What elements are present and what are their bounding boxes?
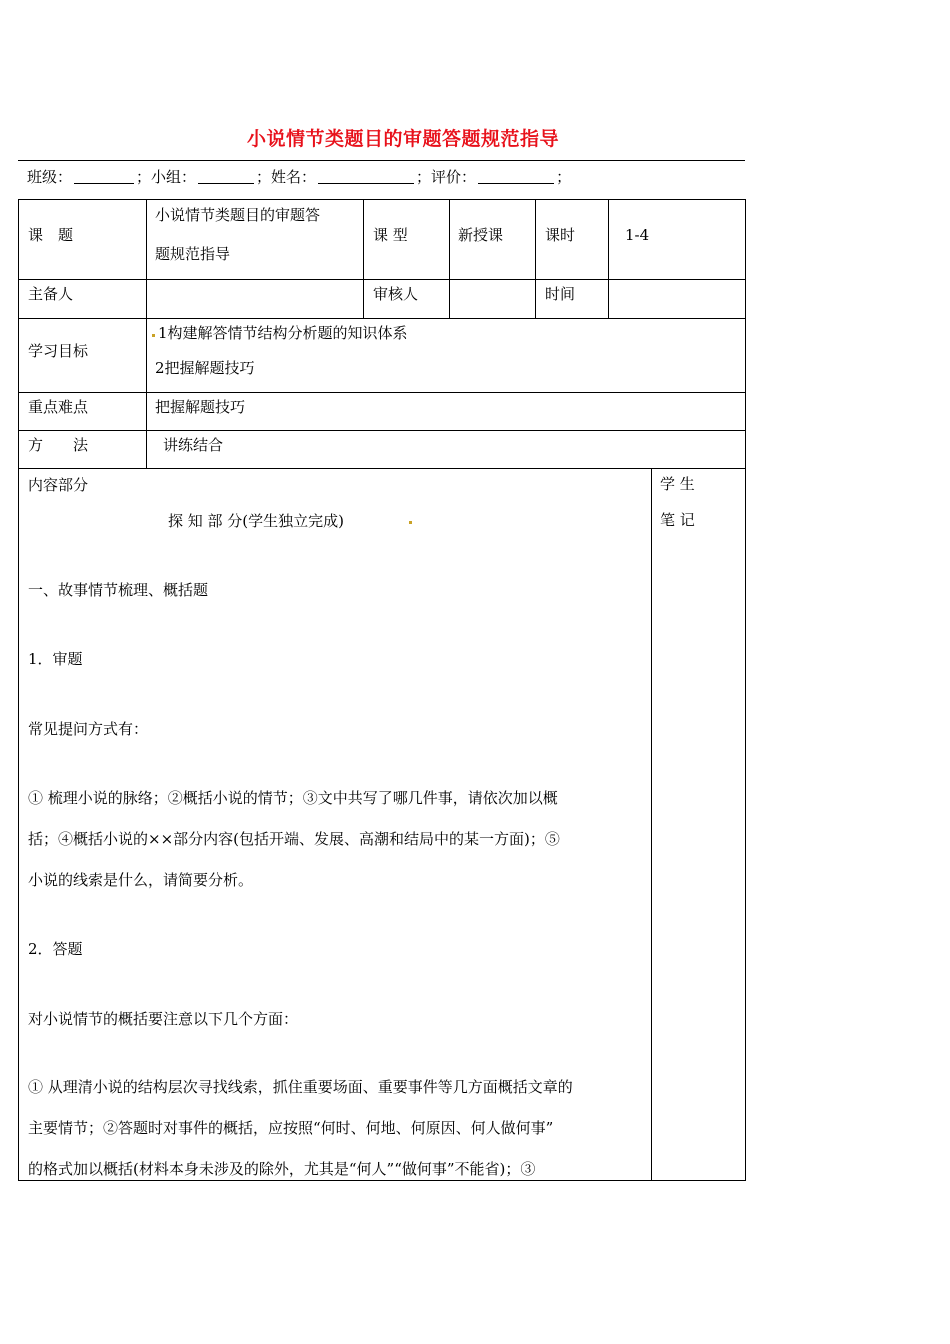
method-label: 方 法	[28, 436, 89, 454]
notes-label-2: 笔 记	[660, 511, 695, 529]
common-question: 常见提问方式有：	[28, 720, 149, 738]
goal-1: 1构建解答情节结构分析题的知识体系	[158, 324, 408, 342]
step-2: 2．答题	[28, 940, 83, 958]
notes-label-1: 学 生	[660, 475, 695, 493]
name-label: ；姓名：	[256, 168, 317, 186]
eval-blank[interactable]	[478, 169, 554, 184]
focus-label: 重点难点	[28, 398, 89, 416]
question-line-3: 小说的线索是什么，请简要分析。	[28, 871, 254, 889]
class-blank[interactable]	[74, 169, 134, 184]
table-row-divider	[18, 468, 745, 469]
answer-line-1: ① 从理清小说的结构层次寻找线索，抓住重要场面、重要事件等几方面概括文章的	[28, 1078, 573, 1096]
table-col-divider	[535, 199, 536, 319]
table-row-divider	[18, 318, 745, 319]
table-border-bottom	[18, 1180, 745, 1181]
table-row-divider	[18, 392, 745, 393]
goal-2: 2把握解题技巧	[155, 359, 255, 377]
info-end: ；	[556, 168, 572, 186]
notes-col-divider	[651, 468, 652, 1181]
name-blank[interactable]	[318, 169, 414, 184]
step-1: 1．审题	[28, 650, 83, 668]
type-value: 新授课	[458, 226, 504, 244]
table-col-divider	[363, 199, 364, 319]
type-label: 课 型	[373, 226, 408, 244]
table-col-divider	[608, 199, 609, 319]
hours-label: 课时	[545, 226, 576, 244]
hours-value: 1-4	[625, 226, 650, 244]
answer-line-3: 的格式加以概括(材料本身未涉及的除外，尤其是“何人”“做何事”不能省)；③	[28, 1160, 536, 1178]
answer-line-2: 主要情节；②答题时对事件的概括，应按照“何时、何地、何原因、何人做何事”	[28, 1119, 554, 1137]
mark-dot	[152, 334, 155, 337]
question-line-1: ① 梳理小说的脉络；②概括小说的情节；③文中共写了哪几件事，请依次加以概	[28, 789, 558, 807]
topic-value-line2: 题规范指导	[155, 245, 231, 263]
preparer-label: 主备人	[28, 285, 74, 303]
heading-1: 一、故事情节梳理、概括题	[28, 581, 209, 599]
group-label: ；小组：	[136, 168, 197, 186]
mark-dot	[409, 521, 412, 524]
group-blank[interactable]	[198, 169, 254, 184]
table-border-left	[18, 199, 19, 1181]
class-label: 班级：	[27, 168, 73, 186]
question-line-2: 括；④概括小说的××部分内容(包括开端、发展、高潮和结局中的某一方面)；⑤	[28, 830, 560, 848]
student-info-line	[27, 166, 571, 187]
table-col-divider	[449, 199, 450, 319]
subtitle: 探 知 部 分(学生独立完成)	[168, 512, 345, 530]
focus-value: 把握解题技巧	[155, 398, 246, 416]
time-label: 时间	[545, 285, 576, 303]
table-row-divider	[18, 430, 745, 431]
topic-label: 课 题	[28, 226, 74, 244]
topic-value-line1: 小说情节类题目的审题答	[155, 206, 321, 224]
goal-label: 学习目标	[28, 342, 89, 360]
title-divider	[18, 160, 745, 161]
table-col-divider	[146, 199, 147, 469]
reviewer-label: 审核人	[373, 285, 419, 303]
section-label: 内容部分	[28, 476, 89, 494]
table-row-divider	[18, 279, 745, 280]
table-border-right	[745, 199, 746, 1181]
table-border-top	[18, 199, 745, 200]
page-title: 小说情节类题目的审题答题规范指导	[246, 128, 559, 150]
eval-label: ；评价：	[416, 168, 477, 186]
method-value: 讲练结合	[163, 436, 224, 454]
attention-line: 对小说情节的概括要注意以下几个方面：	[28, 1010, 299, 1028]
